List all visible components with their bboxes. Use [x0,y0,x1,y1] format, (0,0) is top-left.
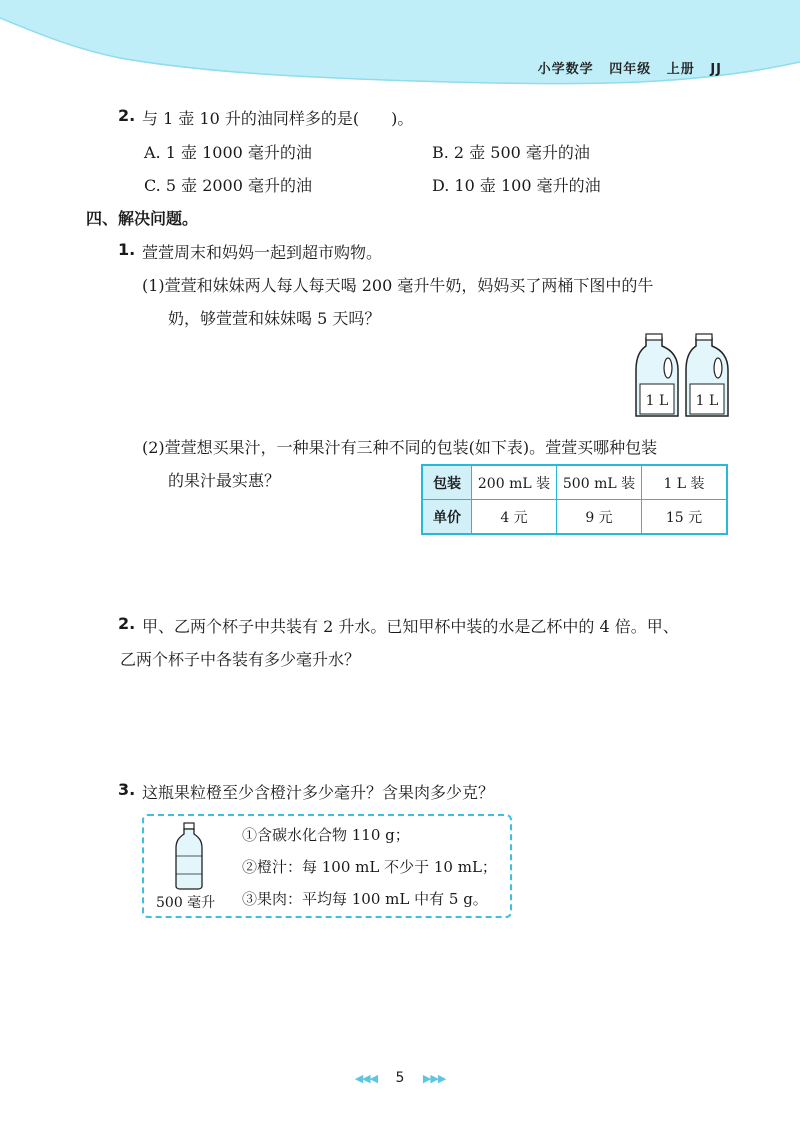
header-edition: JJ [710,62,722,77]
milk-jug-left-label: 1 L [645,393,669,409]
problem-1-sub1-line1: (1)萱萱和妹妹两人每人每天喝 200 毫升牛奶，妈妈买了两桶下图中的牛 [142,276,654,295]
header-book-label [528,58,722,77]
problem-3-number: 3. [118,780,136,799]
table-cell-package: 500 mL 装 [557,465,642,500]
problem-2-line1: 甲、乙两个杯子中共装有 2 升水。已知甲杯中装的水是乙杯中的 4 倍。甲、 [142,617,679,636]
choice-question-stem: 与 1 壶 10 升的油同样多的是( )。 [142,109,414,128]
milk-jug-right-label: 1 L [695,393,719,409]
table-cell-price: 4 元 [472,500,557,535]
header-volume: 上册 [666,62,695,77]
problem-2-line2: 乙两个杯子中各装有多少毫升水？ [120,650,361,669]
choice-option-d: D. 10 壶 100 毫升的油 [432,176,601,195]
fact-carbohydrate: ①含碳水化合物 110 g； [242,826,410,844]
header-grade: 四年级 [609,62,652,77]
table-cell-price: 15 元 [642,500,728,535]
next-arrows-icon: ▶▶▶ [422,1072,446,1085]
table-cell-price: 9 元 [557,500,642,535]
problem-1-sub2-line1: (2)萱萱想买果汁，一种果汁有三种不同的包装(如下表)。萱萱买哪种包装 [142,438,658,457]
choice-option-b: B. 2 壶 500 毫升的油 [432,143,590,162]
prev-arrows-icon: ◀◀◀ [354,1072,378,1085]
problem-1-stem: 萱萱周末和妈妈一起到超市购物。 [142,243,383,262]
header-subject: 小学数学 [537,62,594,77]
table-head-package: 包装 [422,465,472,500]
juice-price-table [421,464,728,535]
page-footer [0,1070,800,1086]
problem-2-number: 2. [118,614,136,633]
choice-option-a: A. 1 壶 1000 毫升的油 [144,143,312,162]
problem-1-sub1-line2: 奶，够萱萱和妹妹喝 5 天吗？ [168,309,381,328]
problem-3-stem: 这瓶果粒橙至少含橙汁多少毫升？含果肉多少克？ [142,783,495,802]
bottle-volume-label: 500 毫升 [156,895,216,911]
problem-1-number: 1. [118,240,136,259]
choice-question-number: 2. [118,106,136,125]
table-row-package [422,465,727,500]
choice-option-c: C. 5 壶 2000 毫升的油 [144,176,313,195]
table-head-price: 单价 [422,500,472,535]
bottle-icon [172,822,206,890]
table-cell-package: 200 mL 装 [472,465,557,500]
table-cell-package: 1 L 装 [642,465,728,500]
section-title: 四、解决问题。 [86,209,199,228]
milk-jugs-illustration [632,332,732,422]
problem-1-sub2-line2: 的果汁最实惠？ [168,471,281,490]
table-row-price [422,500,727,535]
page-number: 5 [395,1070,405,1086]
fact-pulp: ③果肉：平均每 100 mL 中有 5 g。 [242,890,488,908]
juice-info-box [142,814,512,918]
fact-juice: ②橙汁：每 100 mL 不少于 10 mL； [242,858,497,876]
